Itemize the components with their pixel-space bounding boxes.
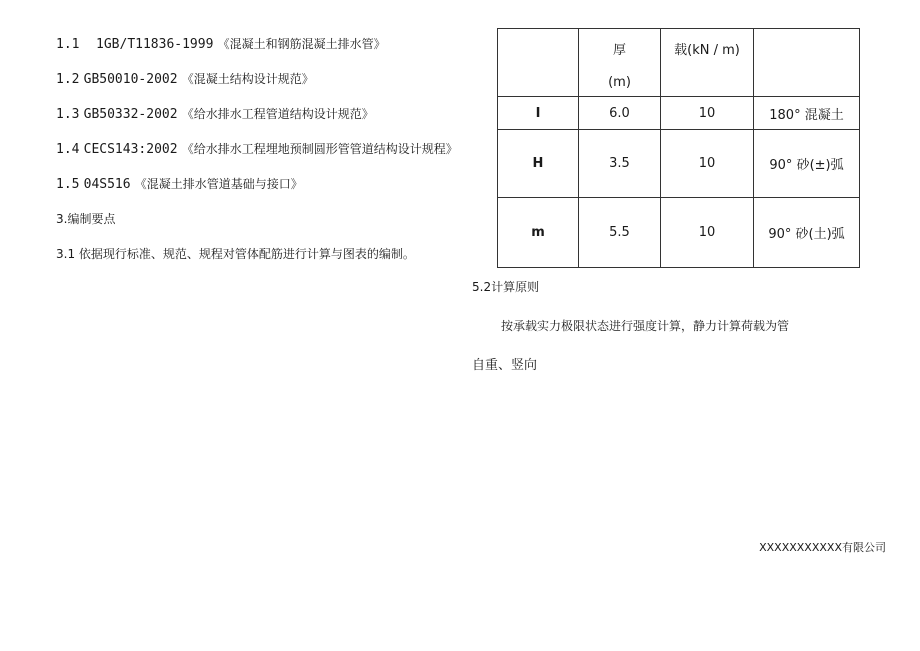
section-3-1-text: 3.1 依据现行标准、规范、规程对管体配筋进行计算与图表的编制。 bbox=[56, 247, 415, 261]
base-type: 90° 砂(土)弧 bbox=[754, 198, 860, 268]
standard-code: GB50332-2002 bbox=[83, 107, 178, 122]
header-cell-thickness bbox=[579, 29, 661, 97]
standard-1-5 bbox=[56, 176, 303, 193]
section-5-2-paragraph: 按承载实力极限状态进行强度计算，静力计算荷载为管 bbox=[501, 319, 790, 333]
standard-number: 1.3 bbox=[56, 107, 80, 122]
pipe-type: H bbox=[498, 130, 579, 198]
header-cell-load bbox=[661, 29, 754, 97]
section-5-2-heading: 5.2计算原则 bbox=[472, 280, 540, 294]
header-cell-base bbox=[754, 29, 860, 97]
pipe-type: I bbox=[498, 97, 579, 130]
header-cell-empty bbox=[498, 29, 579, 97]
company-footer: XXXXXXXXXXX有限公司 bbox=[759, 541, 886, 554]
section-3-heading: 3.编制要点 bbox=[56, 212, 116, 226]
base-type: 180° 混凝土 bbox=[754, 97, 860, 130]
base-type: 90° 砂(±)弧 bbox=[754, 130, 860, 198]
standard-title: 《混凝土排水管道基础与接口》 bbox=[134, 177, 303, 191]
standard-title: 《混凝土结构设计规范》 bbox=[181, 72, 314, 86]
standard-code: 04S516 bbox=[83, 177, 131, 192]
table-row bbox=[498, 198, 860, 268]
standard-1-4 bbox=[56, 141, 458, 158]
header-thickness-unit: (m) bbox=[608, 75, 631, 90]
pipe-spec-table bbox=[497, 28, 860, 268]
pipe-type: m bbox=[498, 198, 579, 268]
standard-title: 《给水排水工程埋地预制圆形管管道结构设计规程》 bbox=[181, 142, 458, 156]
load-value: 10 bbox=[661, 97, 754, 130]
load-value: 10 bbox=[661, 198, 754, 268]
cut-off-text-line bbox=[472, 354, 572, 373]
standard-title: 《给水排水工程管道结构设计规范》 bbox=[181, 107, 374, 121]
standard-code: GB50010-2002 bbox=[83, 72, 178, 87]
table-row bbox=[498, 130, 860, 198]
standard-number: 1.5 bbox=[56, 177, 80, 192]
cut-off-text: 自重、竖向 bbox=[472, 358, 538, 373]
standard-number: 1.1 bbox=[56, 37, 80, 52]
standard-1-1 bbox=[56, 36, 386, 53]
wall-thickness: 6.0 bbox=[579, 97, 661, 130]
standard-code: 1GB/T11836-1999 bbox=[96, 37, 214, 52]
load-value: 10 bbox=[661, 130, 754, 198]
table-header-row bbox=[498, 29, 860, 97]
standard-number: 1.4 bbox=[56, 142, 80, 157]
header-load-label: 载(kN / m) bbox=[674, 43, 740, 58]
wall-thickness: 3.5 bbox=[579, 130, 661, 198]
standard-title: 《混凝土和钢筋混凝土排水管》 bbox=[217, 37, 386, 51]
wall-thickness: 5.5 bbox=[579, 198, 661, 268]
standard-1-2 bbox=[56, 71, 314, 88]
standard-number: 1.2 bbox=[56, 72, 80, 87]
standard-code: CECS143:2002 bbox=[83, 142, 178, 157]
standard-1-3 bbox=[56, 106, 374, 123]
table-row bbox=[498, 97, 860, 130]
header-thickness-label: 厚 bbox=[612, 43, 626, 58]
